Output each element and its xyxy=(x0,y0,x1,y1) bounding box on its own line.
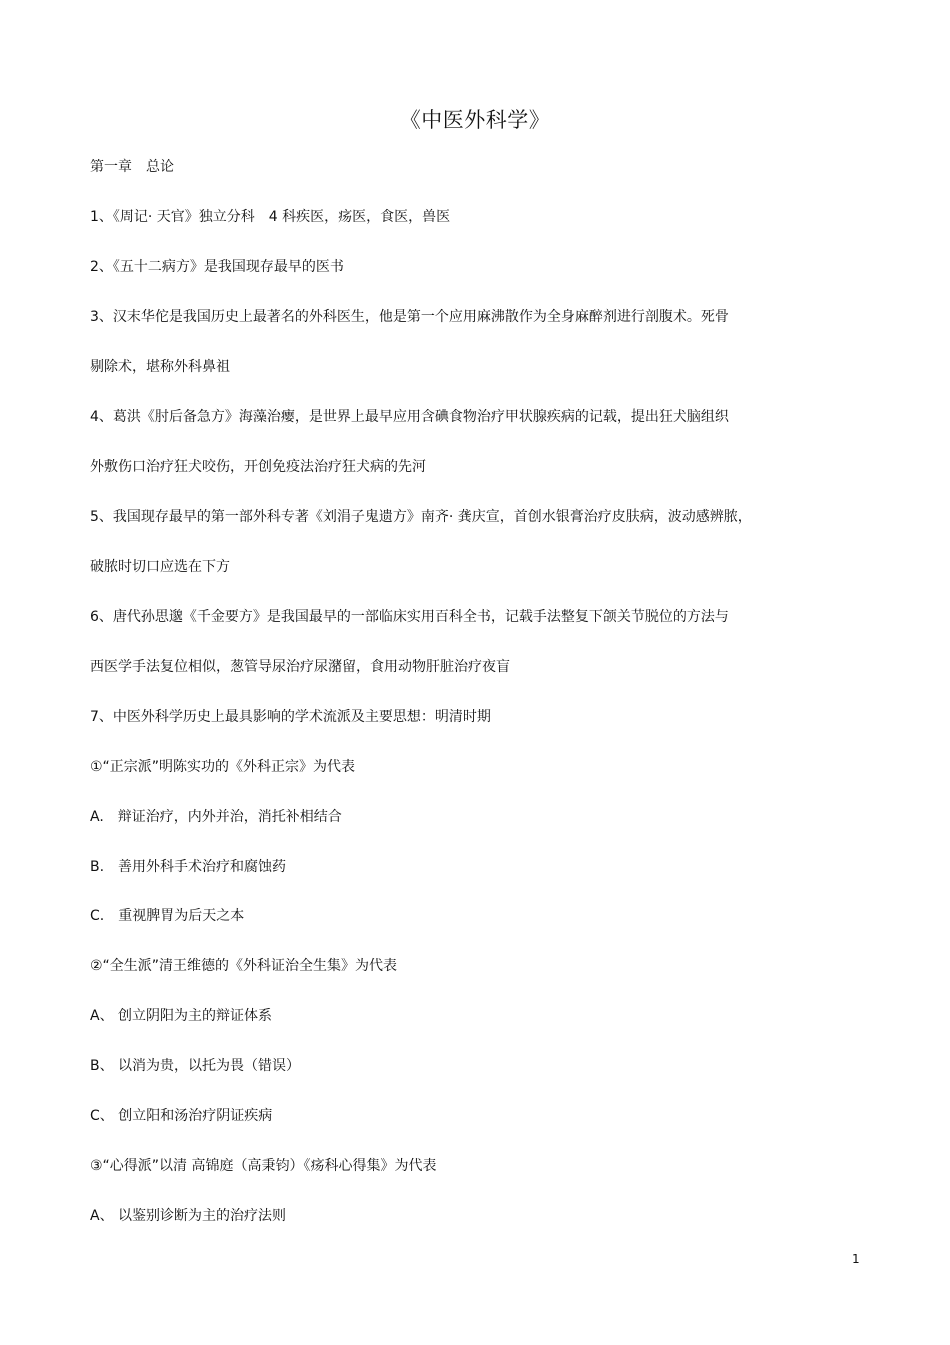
text-line: A、 以鉴别诊断为主的治疗法则 xyxy=(90,1208,287,1224)
text-line: 6、唐代孙思邈《千金要方》是我国最早的一部临床实用百科全书，记载手法整复下颌关节脱位的方法与 xyxy=(90,609,729,625)
text-line: 1、《周记· 天官》独立分科 4 科疾医，疡医，食医，兽医 xyxy=(90,209,451,225)
text-line: C、 创立阳和汤治疗阴证疾病 xyxy=(90,1108,273,1124)
text-line: C. 重视脾胃为后天之本 xyxy=(90,908,245,924)
text-line: ③“心得派”以清 高锦庭（高秉钧）《疡科心得集》为代表 xyxy=(90,1158,437,1174)
chapter-heading: 第一章 总论 xyxy=(90,159,174,175)
text-line: A. 辩证治疗，内外并治，消托补相结合 xyxy=(90,809,342,825)
text-line: ①“正宗派”明陈实功的《外科正宗》为代表 xyxy=(90,759,356,775)
text-line: 5、我国现存最早的第一部外科专著《刘涓子鬼遗方》南齐· 龚庆宣，首创水银膏治疗皮肤病，波动感辨脓， xyxy=(90,509,752,525)
text-line: 外敷伤口治疗狂犬咬伤，开创免疫法治疗狂犬病的先河 xyxy=(90,459,426,475)
text-line: ②“全生派”清王维德的《外科证治全生集》为代表 xyxy=(90,958,398,974)
text-line: B、 以消为贵，以托为畏（错误） xyxy=(90,1058,301,1074)
text-line: A、 创立阴阳为主的辩证体系 xyxy=(90,1008,273,1024)
text-line: 西医学手法复位相似，葱管导尿治疗尿潴留，食用动物肝脏治疗夜盲 xyxy=(90,659,510,675)
page-number: 1 xyxy=(852,1252,860,1266)
document-title: 《中医外科学》 xyxy=(399,108,551,132)
text-line: 3、汉末华佗是我国历史上最著名的外科医生，他是第一个应用麻沸散作为全身麻醉剂进行剖腹术。死骨 xyxy=(90,309,729,325)
text-line: 2、《五十二病方》是我国现存最早的医书 xyxy=(90,259,344,275)
text-line: B. 善用外科手术治疗和腐蚀药 xyxy=(90,859,287,875)
text-line: 7、中医外科学历史上最具影响的学术流派及主要思想：明清时期 xyxy=(90,709,491,725)
text-line: 剔除术，堪称外科鼻祖 xyxy=(90,359,230,375)
text-line: 破脓时切口应选在下方 xyxy=(90,559,230,575)
text-line: 4、葛洪《肘后备急方》海藻治瘿，是世界上最早应用含碘食物治疗甲状腺疾病的记载，提出狂犬脑组织 xyxy=(90,409,729,425)
